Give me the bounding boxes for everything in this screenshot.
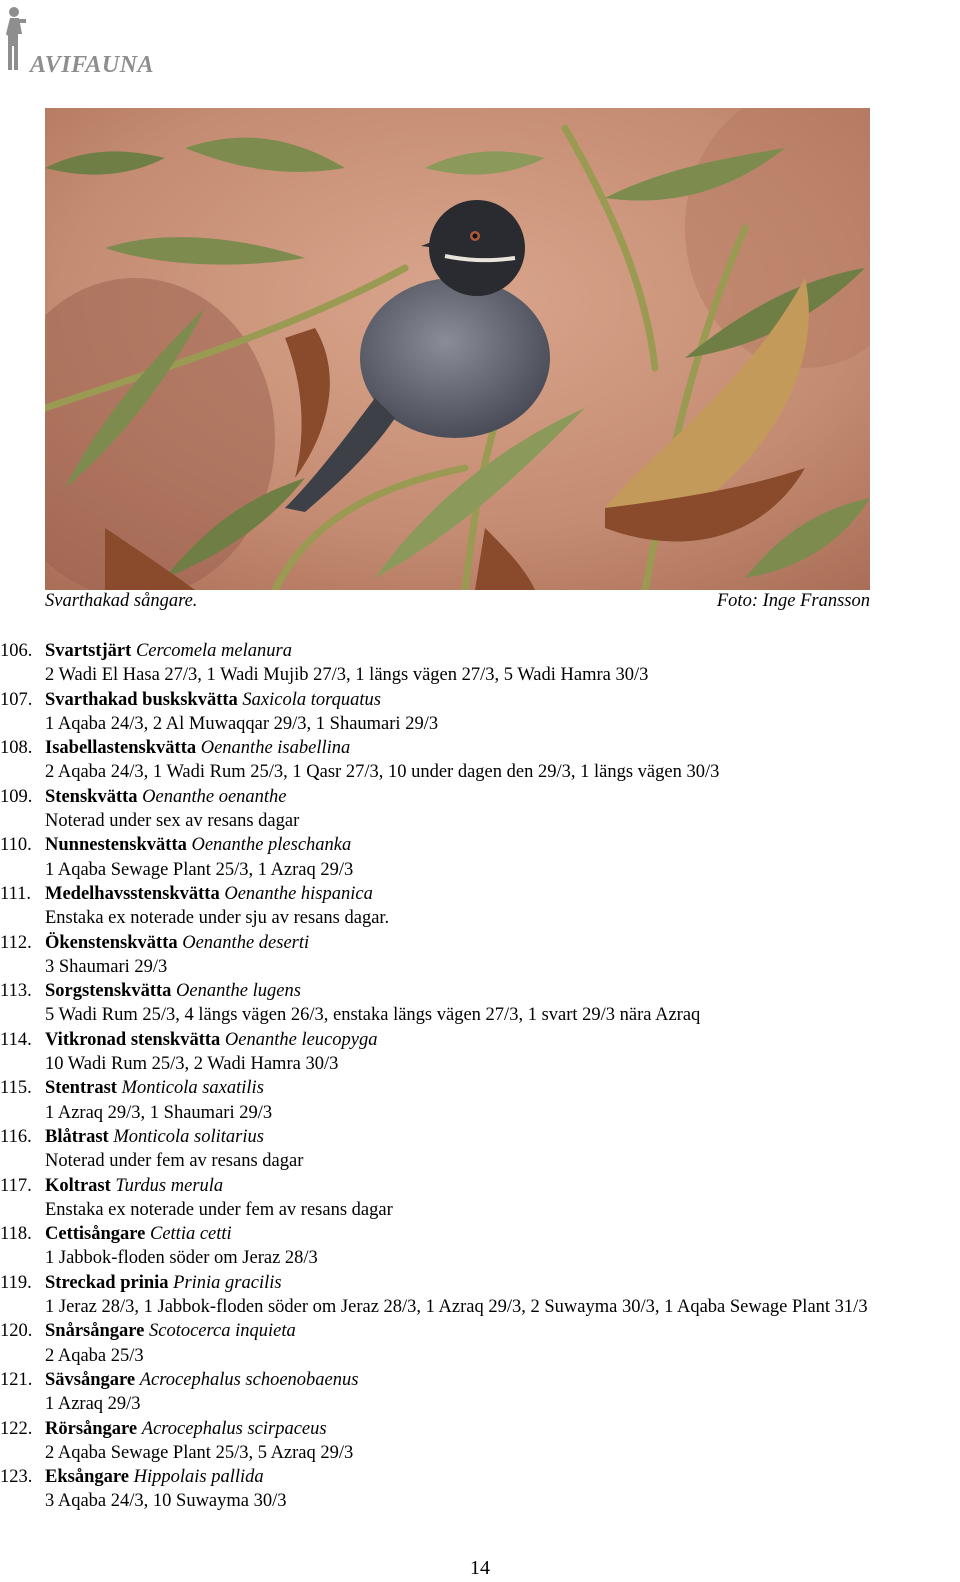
species-heading — [0, 931, 960, 955]
species-heading — [0, 1271, 960, 1295]
species-scientific-name: Oenanthe pleschanka — [191, 835, 352, 856]
species-observations: 1 Aqaba 24/3, 2 Al Muwaqqar 29/3, 1 Shaumari 29/3 — [45, 713, 439, 734]
species-heading — [0, 1076, 960, 1100]
species-common-name: Rörsångare — [45, 1418, 138, 1439]
species-common-name: Stenskvätta — [45, 786, 138, 807]
species-common-name: Ökenstenskvätta — [45, 932, 178, 953]
species-scientific-name: Oenanthe deserti — [182, 932, 310, 953]
species-heading — [0, 1125, 960, 1149]
species-scientific-name: Oenanthe lugens — [176, 981, 301, 1002]
species-common-name: Blåtrast — [45, 1126, 109, 1147]
species-observations: Noterad under sex av resans dagar — [45, 811, 300, 832]
species-heading — [0, 639, 960, 663]
species-common-name: Svartstjärt — [45, 641, 132, 661]
species-heading — [0, 1222, 960, 1246]
species-number: 119. — [0, 1272, 32, 1293]
species-number: 120. — [0, 1321, 33, 1342]
logo-text: AVIFAUNA — [30, 52, 155, 78]
species-entry — [0, 1368, 960, 1417]
species-entry — [0, 688, 960, 737]
species-entry — [0, 1417, 960, 1466]
species-number: 106. — [0, 641, 33, 661]
species-observations: 2 Aqaba 24/3, 1 Wadi Rum 25/3, 1 Qasr 27/3, 10 under dagen den 29/3, 1 längs vägen 30/3 — [45, 762, 720, 783]
species-common-name: Vitkronad stenskvätta — [45, 1029, 221, 1050]
species-heading — [0, 736, 960, 760]
species-number: 107. — [0, 689, 33, 710]
photo-credit: Foto: Inge Fransson — [716, 591, 870, 611]
species-heading — [0, 833, 960, 857]
species-observations: 2 Aqaba 25/3 — [45, 1345, 144, 1366]
species-entry — [0, 785, 960, 834]
species-observations: 10 Wadi Rum 25/3, 2 Wadi Hamra 30/3 — [45, 1054, 339, 1075]
species-heading — [0, 1465, 960, 1489]
species-heading — [0, 1028, 960, 1052]
species-number: 108. — [0, 738, 33, 759]
species-scientific-name: Cercomela melanura — [135, 641, 292, 661]
species-entry — [0, 1465, 960, 1514]
species-common-name: Sävsångare — [45, 1369, 136, 1390]
species-entry — [0, 979, 960, 1028]
species-entry — [0, 1076, 960, 1125]
species-number: 109. — [0, 786, 33, 807]
species-number: 115. — [0, 1078, 32, 1099]
species-heading — [0, 1319, 960, 1343]
species-number: 110. — [0, 835, 32, 856]
species-common-name: Cettisångare — [45, 1224, 146, 1245]
species-scientific-name: Oenanthe leucopyga — [224, 1029, 378, 1050]
species-common-name: Medelhavsstenskvätta — [45, 883, 220, 904]
species-heading — [0, 688, 960, 712]
species-scientific-name: Oenanthe oenanthe — [142, 786, 287, 807]
species-entry — [0, 736, 960, 785]
species-number: 118. — [0, 1224, 32, 1245]
species-observations: 2 Aqaba Sewage Plant 25/3, 5 Azraq 29/3 — [45, 1442, 354, 1463]
species-number: 111. — [0, 883, 32, 904]
species-number: 116. — [0, 1126, 32, 1147]
species-number: 117. — [0, 1175, 32, 1196]
species-heading — [0, 882, 960, 906]
species-scientific-name: Acrocephalus schoenobaenus — [139, 1369, 359, 1390]
species-heading — [0, 1174, 960, 1198]
species-heading — [0, 785, 960, 809]
species-scientific-name: Acrocephalus scirpaceus — [141, 1418, 327, 1439]
species-scientific-name: Saxicola torquatus — [242, 689, 381, 710]
species-observations: Enstaka ex noterade under sju av resans dagar. — [45, 908, 390, 929]
species-common-name: Svarthakad buskskvätta — [45, 689, 238, 710]
species-common-name: Stentrast — [45, 1078, 117, 1099]
species-observations: 1 Azraq 29/3, 1 Shaumari 29/3 — [45, 1102, 273, 1123]
species-number: 114. — [0, 1029, 32, 1050]
species-observations: 5 Wadi Rum 25/3, 4 längs vägen 26/3, enstaka längs vägen 27/3, 1 svart 29/3 nära Azraq — [45, 1005, 701, 1026]
species-observations: 2 Wadi El Hasa 27/3, 1 Wadi Mujib 27/3, 1 längs vägen 27/3, 5 Wadi Hamra 30/3 — [45, 665, 649, 686]
species-entry — [0, 639, 960, 688]
species-common-name: Koltrast — [45, 1175, 111, 1196]
species-scientific-name: Hippolais pallida — [133, 1467, 264, 1488]
species-common-name: Nunnestenskvätta — [45, 835, 187, 856]
species-scientific-name: Prinia gracilis — [173, 1272, 282, 1293]
page-number: 14 — [470, 1557, 490, 1579]
species-number: 112. — [0, 932, 32, 953]
species-scientific-name: Cettia cetti — [149, 1224, 232, 1245]
species-heading — [0, 979, 960, 1003]
species-common-name: Sorgstenskvätta — [45, 981, 172, 1002]
species-observations: 1 Jeraz 28/3, 1 Jabbok-floden söder om Jeraz 28/3, 1 Azraq 29/3, 2 Suwayma 30/3, 1 Aqaba Sewage Plant 31/3 — [45, 1297, 868, 1318]
species-scientific-name: Oenanthe isabellina — [200, 738, 351, 759]
species-observations: 3 Shaumari 29/3 — [45, 956, 168, 977]
species-entry — [0, 1125, 960, 1174]
species-entry — [0, 833, 960, 882]
species-common-name: Isabellastenskvätta — [45, 738, 197, 759]
species-scientific-name: Scotocerca inquieta — [149, 1321, 296, 1342]
species-common-name: Snårsångare — [45, 1321, 145, 1342]
species-number: 113. — [0, 981, 32, 1002]
species-entry — [0, 1174, 960, 1223]
species-observations: 1 Jabbok-floden söder om Jeraz 28/3 — [45, 1248, 318, 1269]
species-entry — [0, 1271, 960, 1320]
species-entry — [0, 931, 960, 980]
species-observations: 3 Aqaba 24/3, 10 Suwayma 30/3 — [45, 1491, 287, 1512]
species-entry — [0, 1222, 960, 1271]
species-entry — [0, 1028, 960, 1077]
birdwatcher-icon — [2, 4, 32, 76]
species-common-name: Streckad prinia — [45, 1272, 169, 1293]
photo-caption: Svarthakad sångare. — [45, 591, 198, 611]
species-scientific-name: Monticola saxatilis — [121, 1078, 264, 1099]
species-scientific-name: Turdus merula — [115, 1175, 224, 1196]
species-common-name: Eksångare — [45, 1467, 129, 1488]
bird-photo — [45, 108, 870, 590]
species-entry — [0, 1319, 960, 1368]
species-scientific-name: Oenanthe hispanica — [224, 883, 373, 904]
species-observations: 1 Azraq 29/3 — [45, 1394, 141, 1415]
species-entry — [0, 882, 960, 931]
avifauna-logo — [2, 4, 182, 76]
species-observations: 1 Aqaba Sewage Plant 25/3, 1 Azraq 29/3 — [45, 859, 354, 880]
species-list — [0, 639, 960, 1514]
species-scientific-name: Monticola solitarius — [113, 1126, 264, 1147]
species-number: 122. — [0, 1418, 33, 1439]
species-number: 121. — [0, 1369, 33, 1390]
species-observations: Noterad under fem av resans dagar — [45, 1151, 304, 1172]
species-number: 123. — [0, 1467, 33, 1488]
species-heading — [0, 1417, 960, 1441]
species-heading — [0, 1368, 960, 1392]
species-observations: Enstaka ex noterade under fem av resans dagar — [45, 1199, 393, 1220]
